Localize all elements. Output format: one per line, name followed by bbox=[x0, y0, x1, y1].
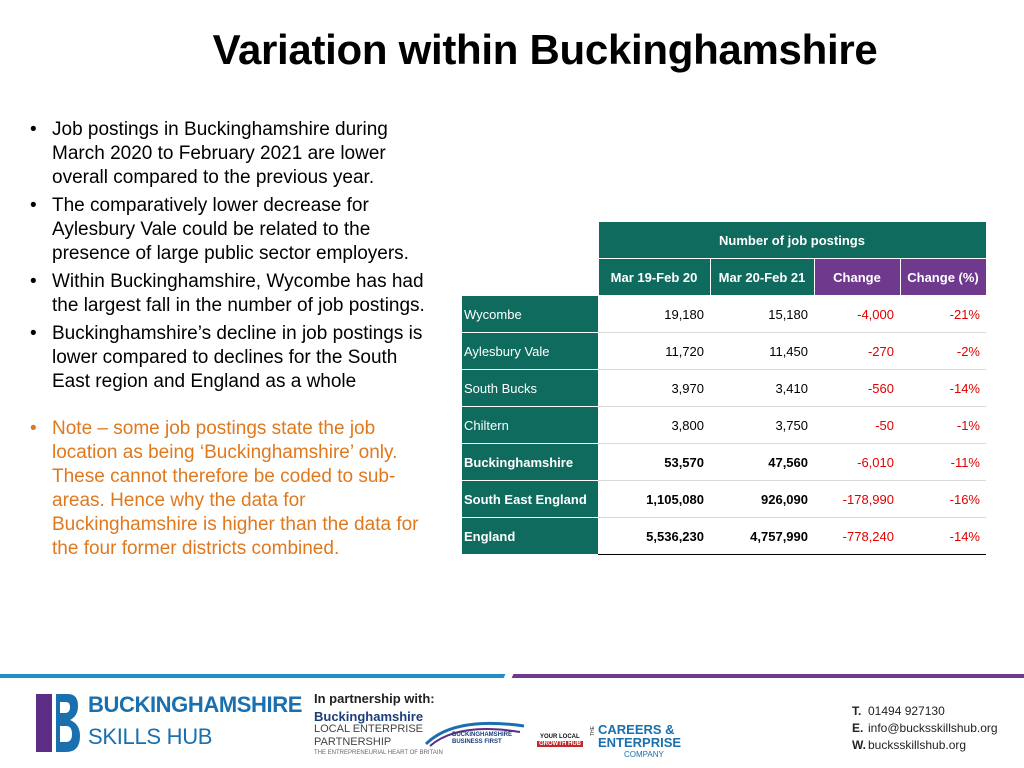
bullet-dot: • bbox=[30, 119, 37, 140]
skills-hub-logo-title: BUCKINGHAMSHIRE bbox=[88, 692, 303, 717]
cell-mar20: 926,090 bbox=[710, 481, 814, 518]
cell-mar19: 11,720 bbox=[598, 333, 710, 370]
job-postings-table bbox=[462, 221, 987, 555]
cell-mar20: 47,560 bbox=[710, 444, 814, 481]
table-row bbox=[462, 407, 986, 444]
cell-change-pct: -14% bbox=[900, 370, 986, 407]
column-header: Mar 19-Feb 20 bbox=[598, 259, 710, 296]
lep-logo-title: Buckinghamshire bbox=[314, 709, 424, 724]
table-corner bbox=[462, 259, 598, 296]
cell-change: -4,000 bbox=[814, 296, 900, 333]
skills-hub-logo-icon bbox=[34, 692, 80, 754]
bullet-item: • Job postings in Buckinghamshire during March 2020 to February 2021 are lower overall compared to the previous year. bbox=[30, 119, 388, 188]
cell-mar19: 19,180 bbox=[598, 296, 710, 333]
footer-divider-purple bbox=[512, 674, 1024, 678]
footer-divider-blue bbox=[0, 674, 512, 678]
cell-mar19: 5,536,230 bbox=[598, 518, 710, 555]
column-header: Change bbox=[814, 259, 900, 296]
table-row bbox=[462, 444, 986, 481]
cell-mar19: 3,970 bbox=[598, 370, 710, 407]
lep-logo-line: PARTNERSHIP bbox=[314, 736, 392, 748]
cell-mar19: 53,570 bbox=[598, 444, 710, 481]
cell-change-pct: -11% bbox=[900, 444, 986, 481]
cell-change: -778,240 bbox=[814, 518, 900, 555]
table-row bbox=[462, 481, 986, 518]
lep-logo-tagline: THE ENTREPRENEURIAL HEART OF BRITAIN bbox=[314, 750, 443, 756]
growth-hub-logo-badge: GROWTH HUB bbox=[539, 741, 581, 747]
careers-logo-line: ENTERPRISE bbox=[598, 735, 682, 750]
bullet-dot: • bbox=[30, 418, 37, 439]
cell-mar20: 3,750 bbox=[710, 407, 814, 444]
row-label: Aylesbury Vale bbox=[462, 333, 598, 370]
contact-phone: T. 01494 927130 bbox=[852, 704, 945, 718]
cell-mar20: 11,450 bbox=[710, 333, 814, 370]
careers-logo-line: CAREERS & bbox=[598, 722, 675, 737]
cell-change: -50 bbox=[814, 407, 900, 444]
lep-logo-line: LOCAL ENTERPRISE bbox=[314, 723, 424, 735]
cell-change: -560 bbox=[814, 370, 900, 407]
column-header: Change (%) bbox=[900, 259, 986, 296]
business-first-logo-line: BUCKINGHAMSHIRE bbox=[452, 732, 512, 738]
bullet-dot: • bbox=[30, 195, 37, 216]
bullet-list bbox=[24, 118, 434, 565]
cell-change-pct: -2% bbox=[900, 333, 986, 370]
cell-mar20: 3,410 bbox=[710, 370, 814, 407]
row-label: England bbox=[462, 518, 598, 555]
row-label: Wycombe bbox=[462, 296, 598, 333]
bullet-dot: • bbox=[30, 323, 37, 344]
bullet-item: • Buckinghamshire’s decline in job postings is lower compared to declines for the South East region and England as a whole bbox=[30, 323, 423, 392]
row-label: South Bucks bbox=[462, 370, 598, 407]
contact-email[interactable]: E. info@bucksskillshub.org bbox=[852, 721, 998, 735]
cell-change: -178,990 bbox=[814, 481, 900, 518]
cell-change-pct: -1% bbox=[900, 407, 986, 444]
table-row bbox=[462, 333, 986, 370]
table-row bbox=[462, 370, 986, 407]
cell-change-pct: -14% bbox=[900, 518, 986, 555]
column-header: Mar 20-Feb 21 bbox=[710, 259, 814, 296]
bullet-item: • The comparatively lower decrease for Aylesbury Vale could be related to the presence of large public sector employers. bbox=[30, 195, 409, 264]
cell-change: -270 bbox=[814, 333, 900, 370]
page-title: Variation within Buckinghamshire bbox=[212, 26, 878, 73]
partnership-label: In partnership with: bbox=[314, 691, 435, 706]
growth-hub-logo-line: YOUR LOCAL bbox=[540, 734, 580, 740]
bullet-dot: • bbox=[30, 271, 37, 292]
table-row bbox=[462, 296, 986, 333]
row-label: Buckinghamshire bbox=[462, 444, 598, 481]
note-item: • Note – some job postings state the job location as being ‘Buckinghamshire’ only. These cannot therefore be coded to sub-areas. Hence why the data for Buckinghamshire is higher than the data for the four former districts combined. bbox=[30, 418, 419, 559]
cell-change: -6,010 bbox=[814, 444, 900, 481]
cell-mar20: 4,757,990 bbox=[710, 518, 814, 555]
table-group-header: Number of job postings bbox=[598, 222, 986, 259]
careers-logo-prefix: THE bbox=[590, 726, 596, 736]
bullet-item: • Within Buckinghamshire, Wycombe has had the largest fall in the number of job postings. bbox=[30, 271, 425, 316]
table-row bbox=[462, 518, 986, 555]
cell-change-pct: -21% bbox=[900, 296, 986, 333]
skills-hub-logo-subtitle: SKILLS HUB bbox=[88, 724, 213, 749]
business-first-logo-line: BUSINESS FIRST bbox=[452, 739, 502, 745]
table-corner bbox=[462, 222, 598, 259]
cell-mar19: 1,105,080 bbox=[598, 481, 710, 518]
row-label: Chiltern bbox=[462, 407, 598, 444]
contact-website[interactable]: W. bucksskillshub.org bbox=[852, 738, 967, 752]
careers-logo-line: COMPANY bbox=[624, 750, 664, 759]
row-label: South East England bbox=[462, 481, 598, 518]
cell-change-pct: -16% bbox=[900, 481, 986, 518]
cell-mar20: 15,180 bbox=[710, 296, 814, 333]
cell-mar19: 3,800 bbox=[598, 407, 710, 444]
